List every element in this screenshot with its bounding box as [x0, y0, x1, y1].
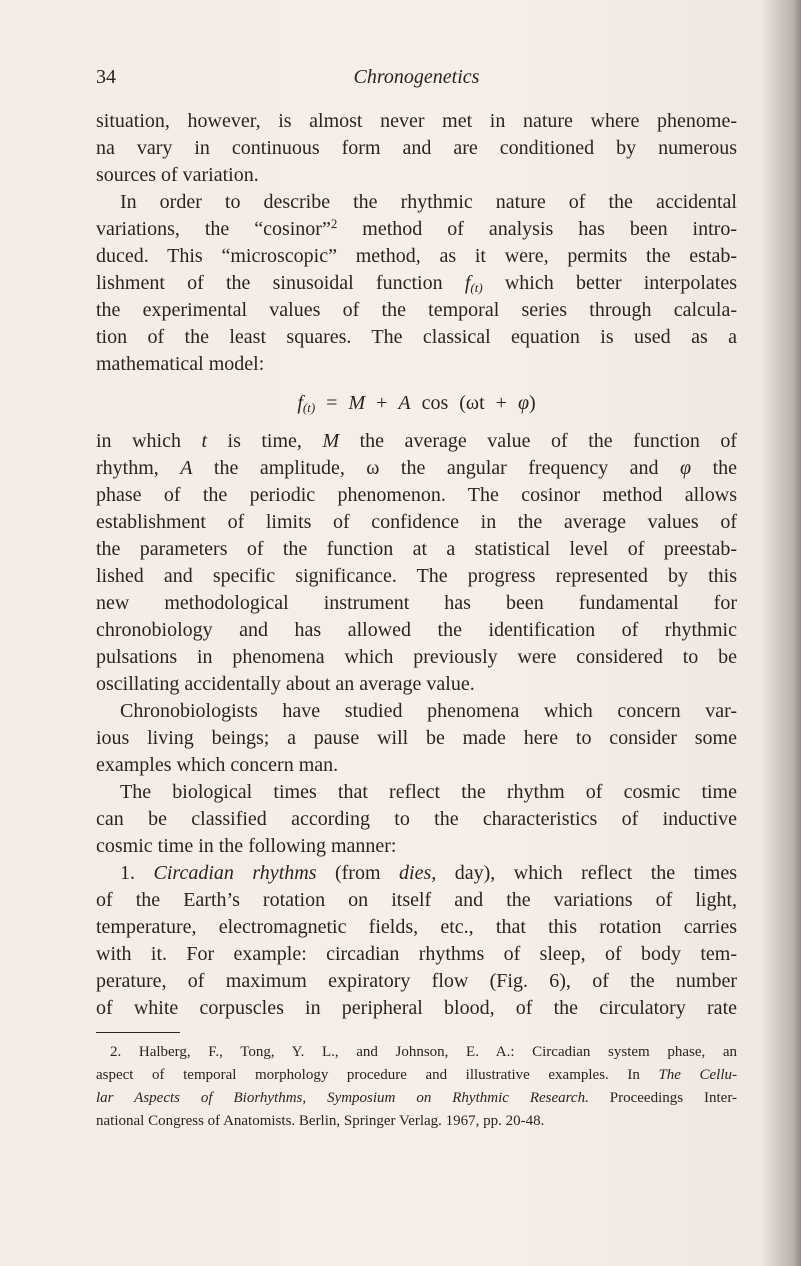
text-run: ious living beings; a pause will be made here to consider some — [96, 727, 737, 749]
italic-run: M — [348, 392, 366, 414]
text-run: chronobiology and has allowed the identification of rhythmic — [96, 619, 737, 641]
text-line — [96, 914, 737, 941]
text-run: the average value of the function of — [339, 430, 737, 452]
text-line — [96, 189, 737, 216]
text-line — [96, 297, 737, 324]
text-run: = — [315, 392, 349, 414]
footnote — [96, 1041, 737, 1133]
text-line — [96, 860, 737, 887]
text-run: ) — [529, 392, 536, 414]
text-run: which better interpolates — [482, 272, 737, 294]
italic-run: f — [464, 272, 471, 294]
italic-run: The Cellu- — [658, 1067, 738, 1083]
text-line — [96, 968, 737, 995]
text-line — [96, 941, 737, 968]
text-line — [96, 644, 737, 671]
text-run: Chronobiologists have studied phenomena which concern var- — [120, 700, 737, 722]
text-run: establishment of limits of confidence in the average values of — [96, 511, 737, 533]
text-run: duced. This “microscopic” method, as it were, permits the estab- — [96, 245, 737, 267]
text-line — [96, 995, 737, 1022]
italic-run: dies, — [399, 862, 437, 884]
text-run: perature, of maximum expiratory flow (Fig. 6), of the number — [96, 970, 737, 992]
text-run: + — [365, 392, 399, 414]
page-header — [96, 66, 737, 92]
text-line — [96, 1110, 737, 1133]
text-run: variations, the “cosinor” — [96, 218, 331, 240]
page-number: 34 — [96, 66, 116, 88]
italic-run: A — [398, 392, 411, 414]
text-run: is time, — [207, 430, 323, 452]
text-line — [96, 482, 737, 509]
text-line — [96, 216, 737, 243]
text-run: temperature, electromagnetic fields, etc., that this rotation carries — [96, 916, 737, 938]
text-run: the — [691, 457, 738, 479]
text-run: Proceedings Inter- — [588, 1090, 738, 1106]
text-line — [96, 509, 737, 536]
text-line — [96, 1064, 737, 1087]
text-run: lished and specific significance. The progress represented by this — [96, 565, 737, 587]
text-line — [96, 536, 737, 563]
paragraph — [96, 189, 737, 378]
text-run: In order to describe the rhythmic nature of the accidental — [120, 191, 737, 213]
text-run: of white corpuscles in peripheral blood, of the circulatory rate — [96, 997, 737, 1019]
italic-run: φ — [680, 457, 692, 479]
text-run: with it. For example: circadian rhythms of sleep, of body tem- — [96, 943, 737, 965]
text-run: 2. Halberg, F., Tong, Y. L., and Johnson, E. A.: Circadian system phase, an — [110, 1044, 737, 1060]
body-text — [96, 108, 737, 1022]
cosinor-equation — [96, 382, 737, 425]
text-line — [96, 455, 737, 482]
text-line — [96, 135, 737, 162]
text-run: sources of variation. — [96, 164, 259, 186]
text-line — [96, 752, 737, 779]
text-run: national Congress of Anatomists. Berlin, Springer Verlag. 1967, pp. 20-48. — [96, 1113, 545, 1129]
text-line — [96, 617, 737, 644]
text-run: of the Earth’s rotation on itself and the variations of light, — [96, 889, 737, 911]
italic-run: M — [322, 430, 340, 452]
text-run: tion of the least squares. The classical equation is used as a — [96, 326, 737, 348]
text-line — [96, 270, 737, 297]
text-run: the amplitude, ω the angular frequency and — [192, 457, 681, 479]
running-title: Chronogenetics — [353, 66, 480, 88]
italic-run: f — [297, 392, 303, 414]
text-line — [96, 671, 737, 698]
text-line — [96, 806, 737, 833]
text-line — [96, 698, 737, 725]
text-run: The biological times that reflect the rhythm of cosmic time — [120, 781, 737, 803]
paragraph — [96, 698, 737, 779]
italic-run: t — [201, 430, 208, 452]
paragraph — [96, 860, 737, 1022]
text-run: cos (ωt + — [410, 392, 518, 414]
text-run: method of analysis has been intro- — [337, 218, 737, 240]
text-run: cosmic time in the following manner: — [96, 835, 397, 857]
text-line — [96, 590, 737, 617]
text-line — [96, 324, 737, 351]
subscript: (t) — [470, 280, 483, 295]
text-line — [96, 779, 737, 806]
text-run: examples which concern man. — [96, 754, 339, 776]
text-line — [96, 1041, 737, 1064]
text-run: (from — [316, 862, 400, 884]
text-line — [96, 243, 737, 270]
text-line — [96, 162, 737, 189]
text-run: in which — [96, 430, 202, 452]
subscript: (t) — [302, 400, 316, 415]
text-line — [96, 725, 737, 752]
text-run: oscillating accidentally about an average value. — [96, 673, 475, 695]
italic-run: lar Aspects of Biorhythms, Symposium on Rhythmic Research. — [96, 1090, 589, 1106]
text-run: phase of the periodic phenomenon. The cosinor method allows — [96, 484, 737, 506]
text-run: rhythm, — [96, 457, 181, 479]
text-line — [96, 351, 737, 378]
paragraph — [96, 428, 737, 698]
text-run: lishment of the sinusoidal function — [96, 272, 465, 294]
text-run: situation, however, is almost never met in nature where phenome- — [96, 110, 737, 132]
paragraph — [96, 779, 737, 860]
text-run: 1. — [120, 862, 154, 884]
text-line — [96, 428, 737, 455]
footnote-reference: 2 — [330, 216, 338, 231]
text-run: day), which reflect the times — [436, 862, 738, 884]
text-line — [96, 108, 737, 135]
text-run: pulsations in phenomena which previously were considered to be — [96, 646, 737, 668]
footnote-divider — [96, 1032, 180, 1033]
text-run: aspect of temporal morphology procedure and illustrative examples. In — [96, 1067, 659, 1083]
text-line — [96, 887, 737, 914]
text-line — [96, 833, 737, 860]
italic-run: A — [180, 457, 193, 479]
text-run: mathematical model: — [96, 353, 265, 375]
text-run: can be classified according to the characteristics of inductive — [96, 808, 737, 830]
text-run: the experimental values of the temporal series through calcula- — [96, 299, 737, 321]
text-line — [96, 563, 737, 590]
italic-run: φ — [517, 392, 530, 414]
paragraph — [96, 108, 737, 189]
text-run: na vary in continuous form and are conditioned by numerous — [96, 137, 737, 159]
text-run: the parameters of the function at a statistical level of preestab- — [96, 538, 737, 560]
italic-run: Circadian rhythms — [153, 862, 317, 884]
text-line — [96, 1087, 737, 1110]
text-run: new methodological instrument has been fundamental for — [96, 592, 737, 614]
